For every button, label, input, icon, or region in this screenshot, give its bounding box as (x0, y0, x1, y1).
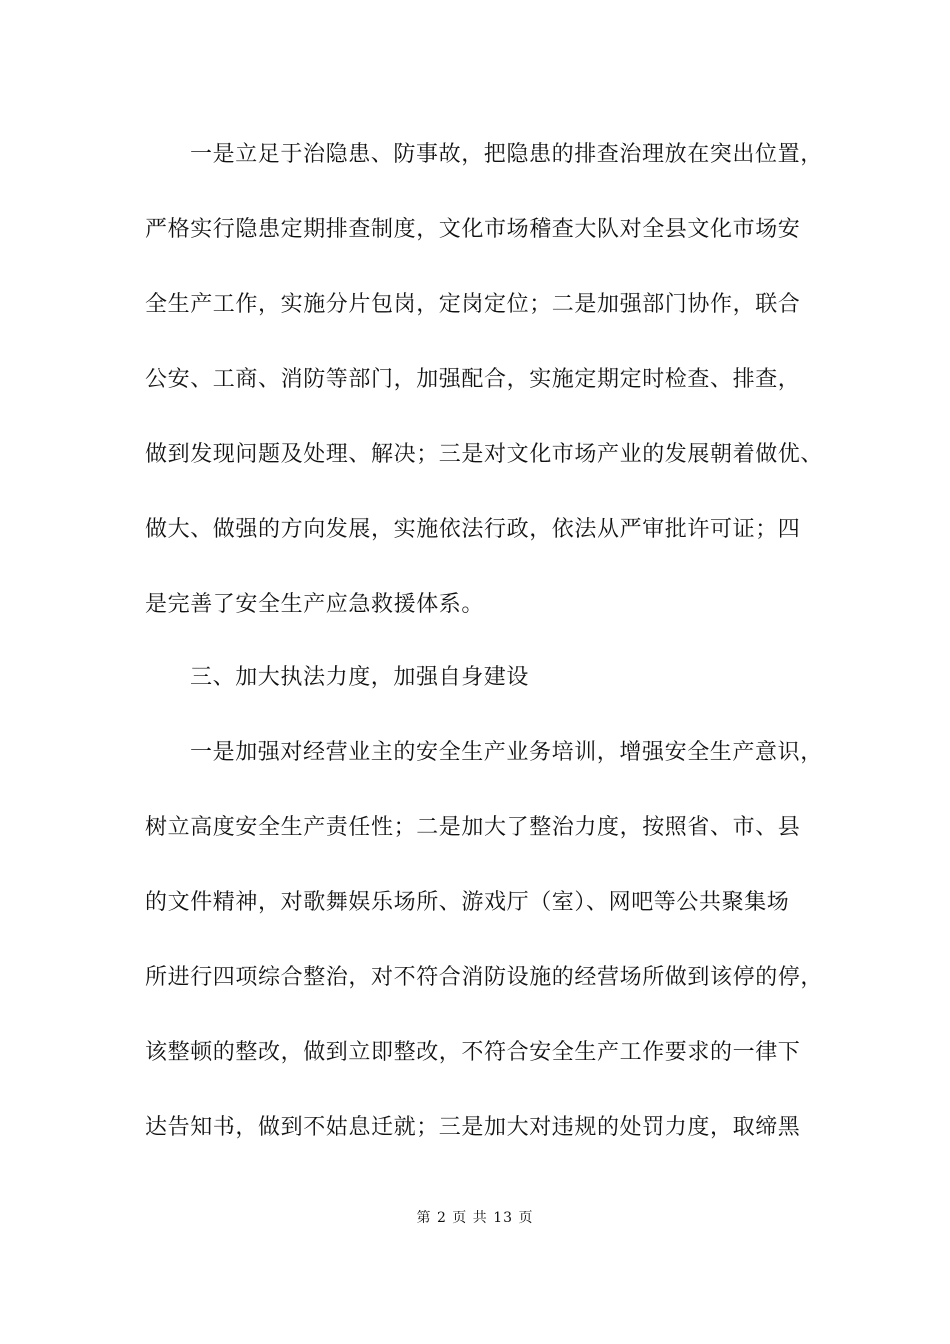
paragraph-1-line-7: 是完善了安全生产应急救援体系。 (145, 592, 485, 617)
paragraph-2-line-4: 所进行四项综合整治，对不符合消防设施的经营场所做到该停的停， (145, 965, 824, 990)
page-number-footer: 第 2 页 共 13 页 (416, 1210, 534, 1226)
paragraph-2-line-1: 一是加强对经营业主的安全生产业务培训，增强安全生产意识， (190, 740, 823, 765)
paragraph-1-line-4: 公安、工商、消防等部门，加强配合，实施定期定时检查、排查， (145, 367, 801, 392)
paragraph-1-line-1: 一是立足于治隐患、防事故，把隐患的排查治理放在突出位置， (190, 142, 823, 167)
paragraph-2-line-6: 达告知书，做到不姑息迁就；三是加大对违规的处罚力度，取缔黑 (145, 1115, 801, 1140)
paragraph-2-line-3: 的文件精神，对歌舞娱乐场所、游戏厅（室）、网吧等公共聚集场 (145, 890, 790, 915)
paragraph-1-line-2: 严格实行隐患定期排查制度，文化市场稽查大队对全县文化市场安 (145, 217, 801, 242)
paragraph-2-line-2: 树立高度安全生产责任性；二是加大了整治力度，按照省、市、县 (145, 815, 801, 840)
paragraph-1-line-3: 全生产工作，实施分片包岗，定岗定位；二是加强部门协作，联合 (145, 292, 801, 317)
section-heading: 三、加大执法力度，加强自身建设 (190, 665, 530, 690)
paragraph-2-line-5: 该整顿的整改，做到立即整改，不符合安全生产工作要求的一律下 (145, 1040, 801, 1065)
paragraph-1-line-5: 做到发现问题及处理、解决；三是对文化市场产业的发展朝着做优、 (145, 442, 824, 467)
paragraph-1-line-6: 做大、做强的方向发展，实施依法行政，依法从严审批许可证；四 (145, 517, 801, 542)
